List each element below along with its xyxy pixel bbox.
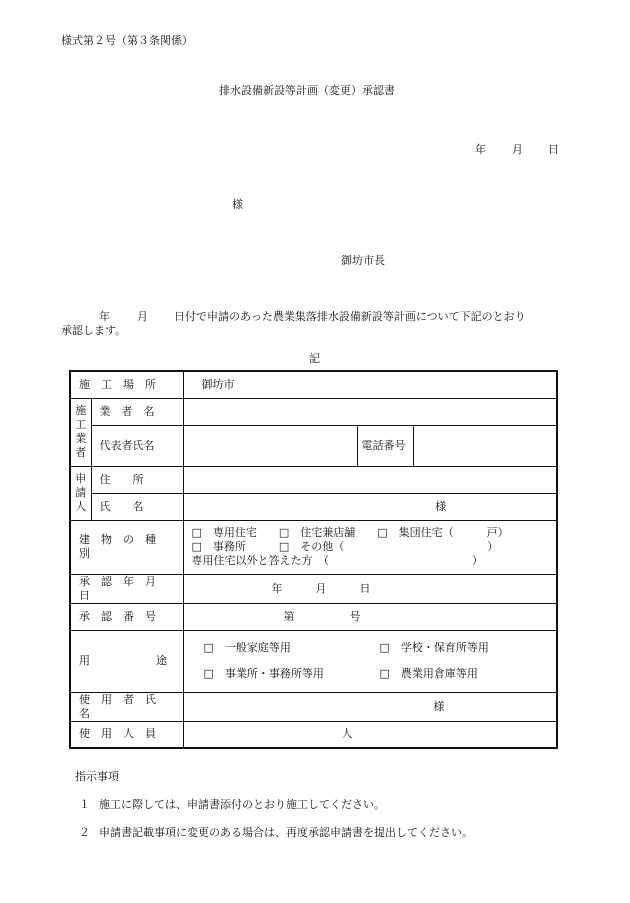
contractor-name-label: 業 者 名 [91, 398, 183, 425]
approval-date-label: 承 認 年 月 日 [70, 574, 183, 603]
body-month: 月 [137, 310, 148, 323]
instruction-1-number: １ [79, 798, 90, 811]
contractor-name-value [183, 398, 557, 425]
name-label: 氏 名 [91, 493, 183, 520]
usage-opt-office: □ 事業所・事務所等用 [203, 667, 324, 680]
site-label: 施 工 場 所 [70, 371, 183, 398]
rep-name-label: 代表者氏名 [91, 425, 183, 466]
usage-opt-school: □ 学校・保育所等用 [379, 641, 489, 654]
address-value [183, 466, 557, 493]
building-opt-row2: □ 事務所 □ その他（ ） [191, 540, 499, 553]
instruction-1: 施工に際しては、申請書添付のとおり施工してください。 [99, 798, 385, 811]
row-contractor-name [70, 398, 557, 425]
phone-value [413, 425, 557, 466]
date-day: 日 [548, 143, 559, 156]
usage-opt-household: □ 一般家庭等用 [203, 641, 291, 654]
date-year: 年 [475, 143, 486, 156]
date-month: 月 [512, 143, 523, 156]
body-line2: 承認します。 [61, 324, 127, 337]
issuer: 御坊市長 [341, 254, 385, 267]
row-users-count [70, 721, 557, 748]
row-address [70, 466, 557, 493]
building-opt-row3: 専用住宅以外と答えた方 （ ） [191, 554, 483, 567]
applicant-group-label: 申 請 人 [70, 466, 91, 520]
row-user-name [70, 692, 557, 721]
instruction-2-number: ２ [79, 826, 90, 839]
rep-name-value [183, 425, 357, 466]
body-line1: 日付で申請のあった農業集落排水設備新設等計画について下記のとおり [174, 310, 526, 323]
approval-date-value: 年 月 日 [183, 574, 557, 603]
usage-opt-warehouse: □ 農業用倉庫等用 [379, 667, 478, 680]
name-suffix: 様 [183, 493, 557, 520]
users-count-suffix: 人 [183, 721, 557, 748]
document-title: 排水設備新設等計画（変更）承認書 [219, 84, 395, 97]
usage-options [183, 630, 557, 692]
instruction-2: 申請書記載事項に変更のある場合は、再度承認申請書を提出してください。 [99, 826, 473, 839]
users-count-label: 使 用 人 員 [70, 721, 183, 748]
building-type-options [183, 520, 557, 574]
row-approval-date [70, 574, 557, 603]
building-opt-row1: □ 専用住宅 □ 住宅兼店舗 □ 集団住宅（ 戸） [191, 526, 509, 539]
row-site [70, 371, 557, 398]
row-approval-number [70, 603, 557, 630]
approval-no-label: 承 認 番 号 [70, 603, 183, 630]
user-name-suffix: 様 [183, 692, 557, 721]
body-year: 年 [99, 310, 110, 323]
phone-label: 電話番号 [357, 425, 413, 466]
address-label: 住 所 [91, 466, 183, 493]
usage-label: 用 途 [70, 630, 183, 692]
row-usage [70, 630, 557, 692]
site-value: 御坊市 [183, 371, 557, 398]
contractor-group-label: 施 工 業 者 [70, 398, 91, 466]
building-type-label: 建 物 の 種 別 [70, 520, 183, 574]
approval-no-value: 第 号 [183, 603, 557, 630]
row-applicant-name [70, 493, 557, 520]
row-building-type [70, 520, 557, 574]
ki-mark: 記 [309, 352, 320, 365]
instructions-heading: 指示事項 [75, 770, 119, 783]
user-name-label: 使 用 者 氏 名 [70, 692, 183, 721]
row-representative [70, 425, 557, 466]
form-number: 様式第２号（第３条関係） [61, 34, 193, 47]
addressee-suffix: 様 [232, 198, 243, 211]
approval-table [69, 370, 558, 749]
